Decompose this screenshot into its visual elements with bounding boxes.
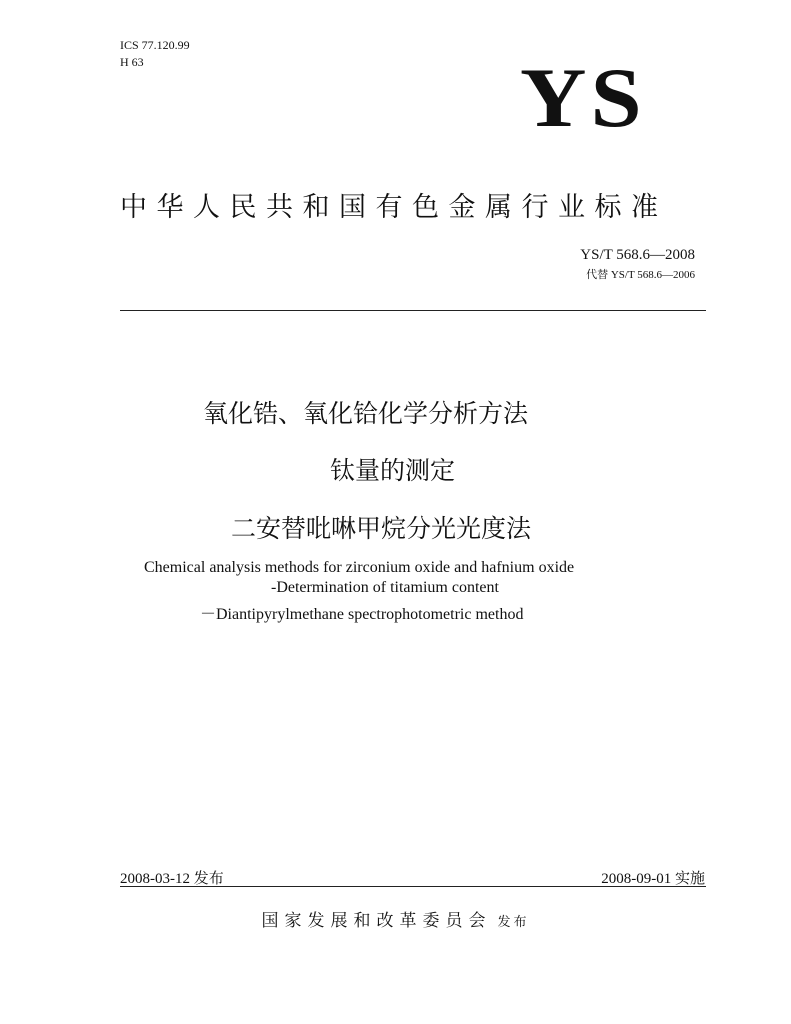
title-cn-line-1: 氧化锆、氧化铪化学分析方法 [203, 399, 529, 428]
top-divider [120, 310, 706, 311]
issuer-name: 国家发展和改革委员会 [261, 911, 492, 931]
title-cn-line-3: 二安替吡啉甲烷分光光度法 [231, 514, 532, 543]
title-cn-line-2: 钛量的测定 [330, 456, 456, 485]
ics-code: ICS 77.120.99 [120, 38, 190, 52]
bottom-divider [120, 886, 706, 887]
ccs-code: H 63 [120, 55, 144, 69]
standard-number: YS/T 568.6—2008 [580, 247, 695, 263]
replaces-standard: 代替 YS/T 568.6—2006 [586, 269, 695, 281]
title-en-line-1: Chemical analysis methods for zirconium oxide and hafnium oxide [144, 559, 575, 576]
implementation-date: 2008-09-01 实施 [601, 871, 705, 887]
issuer-line [0, 906, 791, 931]
industry-standard-title: 中华人民共和国有色金属行业标准 [120, 192, 668, 223]
title-en-line-2: -Determination of titamium content [271, 579, 499, 596]
ys-logo: YS [520, 50, 646, 145]
title-en-line-3: －Diantipyrylmethane spectrophotometric method [200, 606, 524, 623]
issue-date: 2008-03-12 发布 [120, 871, 224, 887]
issuer-suffix: 发布 [497, 915, 530, 930]
